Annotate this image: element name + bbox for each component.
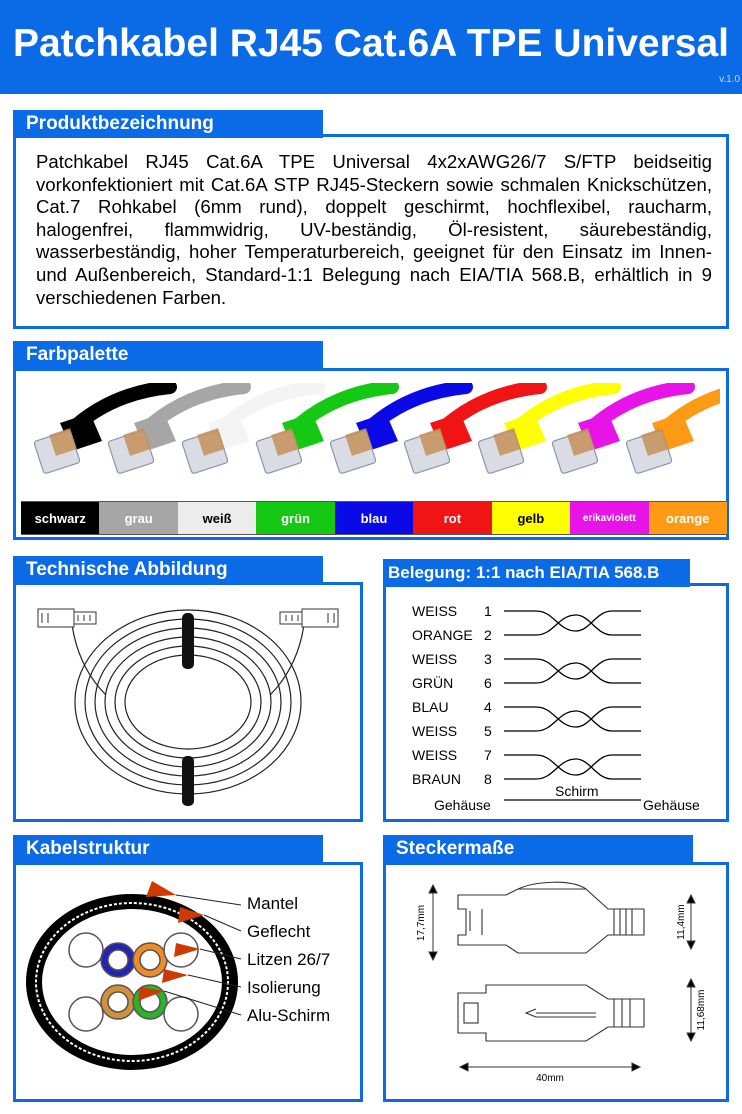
plug-side-view [458, 985, 644, 1041]
plug-right-drawing [280, 609, 338, 627]
shield-label: Schirm [555, 783, 599, 799]
pinout-diagram [386, 586, 726, 819]
cable-colors-illustration [30, 383, 720, 483]
plug-top-view [458, 882, 644, 953]
pin-number: 4 [484, 699, 492, 715]
pin-name: WEISS [412, 723, 458, 739]
pin-name: GRÜN [412, 675, 454, 691]
length-label: 40mm [536, 1073, 564, 1084]
color-swatch: erikaviolett [570, 502, 648, 534]
structure-label: Litzen 26/7 [247, 950, 331, 969]
color-palette-bar [21, 501, 727, 535]
color-swatch: rot [413, 502, 491, 534]
pin-number: 3 [484, 651, 492, 667]
version-label: v.1.0 [719, 74, 740, 85]
cable-tie-bottom [182, 756, 194, 806]
twisted-pair-4 [504, 755, 641, 779]
color-swatch: weiß [178, 502, 256, 534]
twisted-pair-2 [504, 659, 641, 683]
pin-name: BRAUN [412, 771, 462, 787]
height-body-label: 11,4mm [676, 904, 687, 940]
pin-number: 7 [484, 747, 492, 763]
structure-panel [13, 862, 363, 1102]
height-total-label: 17,7mm [416, 904, 427, 942]
cable-tie-top [182, 613, 194, 669]
pin-number: 5 [484, 723, 492, 739]
color-swatch: schwarz [21, 502, 99, 534]
technical-heading: Technische Abbildung [13, 556, 323, 584]
cable-cross-section [16, 865, 360, 1099]
description-panel [13, 134, 729, 329]
pinout-heading: Belegung: 1:1 nach EIA/TIA 568.B [383, 559, 690, 587]
pin-number: 8 [484, 771, 492, 787]
cable-inner [42, 909, 222, 1055]
structure-label: Alu-Schirm [247, 1006, 331, 1025]
pin-name: ORANGE [412, 627, 473, 643]
housing-right-label: Gehäuse [643, 797, 700, 813]
color-swatch: grau [99, 502, 177, 534]
page-title: Patchkabel RJ45 Cat.6A TPE Universal [12, 22, 730, 65]
color-swatch: gelb [492, 502, 570, 534]
technical-panel [13, 582, 363, 822]
color-swatch: blau [335, 502, 413, 534]
palette-heading: Farbpalette [13, 341, 323, 369]
plug-left-drawing [38, 609, 96, 627]
color-swatch: grün [256, 502, 334, 534]
pin-name: WEISS [412, 651, 458, 667]
height-side-label: 11,68mm [696, 989, 707, 1031]
pinout-panel [383, 583, 729, 822]
dimensions-panel [383, 862, 729, 1102]
structure-label: Mantel [247, 894, 299, 913]
coiled-cable-drawing [16, 585, 360, 819]
pin-name: WEISS [412, 603, 458, 619]
plug-dimensions-drawing [386, 865, 726, 1099]
twisted-pair-1 [504, 611, 641, 635]
palette-panel [13, 368, 729, 540]
structure-label: Geflecht [247, 922, 311, 941]
pin-number: 1 [484, 603, 492, 619]
pin-name: WEISS [412, 747, 458, 763]
header-bar [0, 0, 742, 94]
pin-number: 2 [484, 627, 492, 643]
pin-number: 6 [484, 675, 492, 691]
structure-heading: Kabelstruktur [13, 835, 323, 863]
pin-name: BLAU [412, 699, 449, 715]
structure-label: Isolierung [247, 978, 321, 997]
description-heading: Produktbezeichnung [13, 110, 323, 138]
housing-left-label: Gehäuse [434, 797, 491, 813]
twisted-pair-3 [504, 707, 641, 731]
description-text: Patchkabel RJ45 Cat.6A TPE Universal 4x2xAWG26/7 S/FTP beidseitig vorkonfektioniert mit Cat.6A STP RJ45-Steckern sowie schmalen Knickschützen, Cat.7 Rohkabel (6mm rund), doppelt geschirmt, hochflexibel, raucharm, halogenfrei, flammwidrig, UV-beständig, Öl-resistent, säurebeständig, wasserbeständig, hoher Temperaturbereich, geeignet für den Einsatz im Innen- und Außenbereich, Standard-1:1 Belegung nach EIA/TIA 568.B, erhältlich in 9 verschiedenen Farben. [36, 151, 712, 308]
color-swatch: orange [649, 502, 727, 534]
dimensions-heading: Steckermaße [383, 835, 693, 863]
